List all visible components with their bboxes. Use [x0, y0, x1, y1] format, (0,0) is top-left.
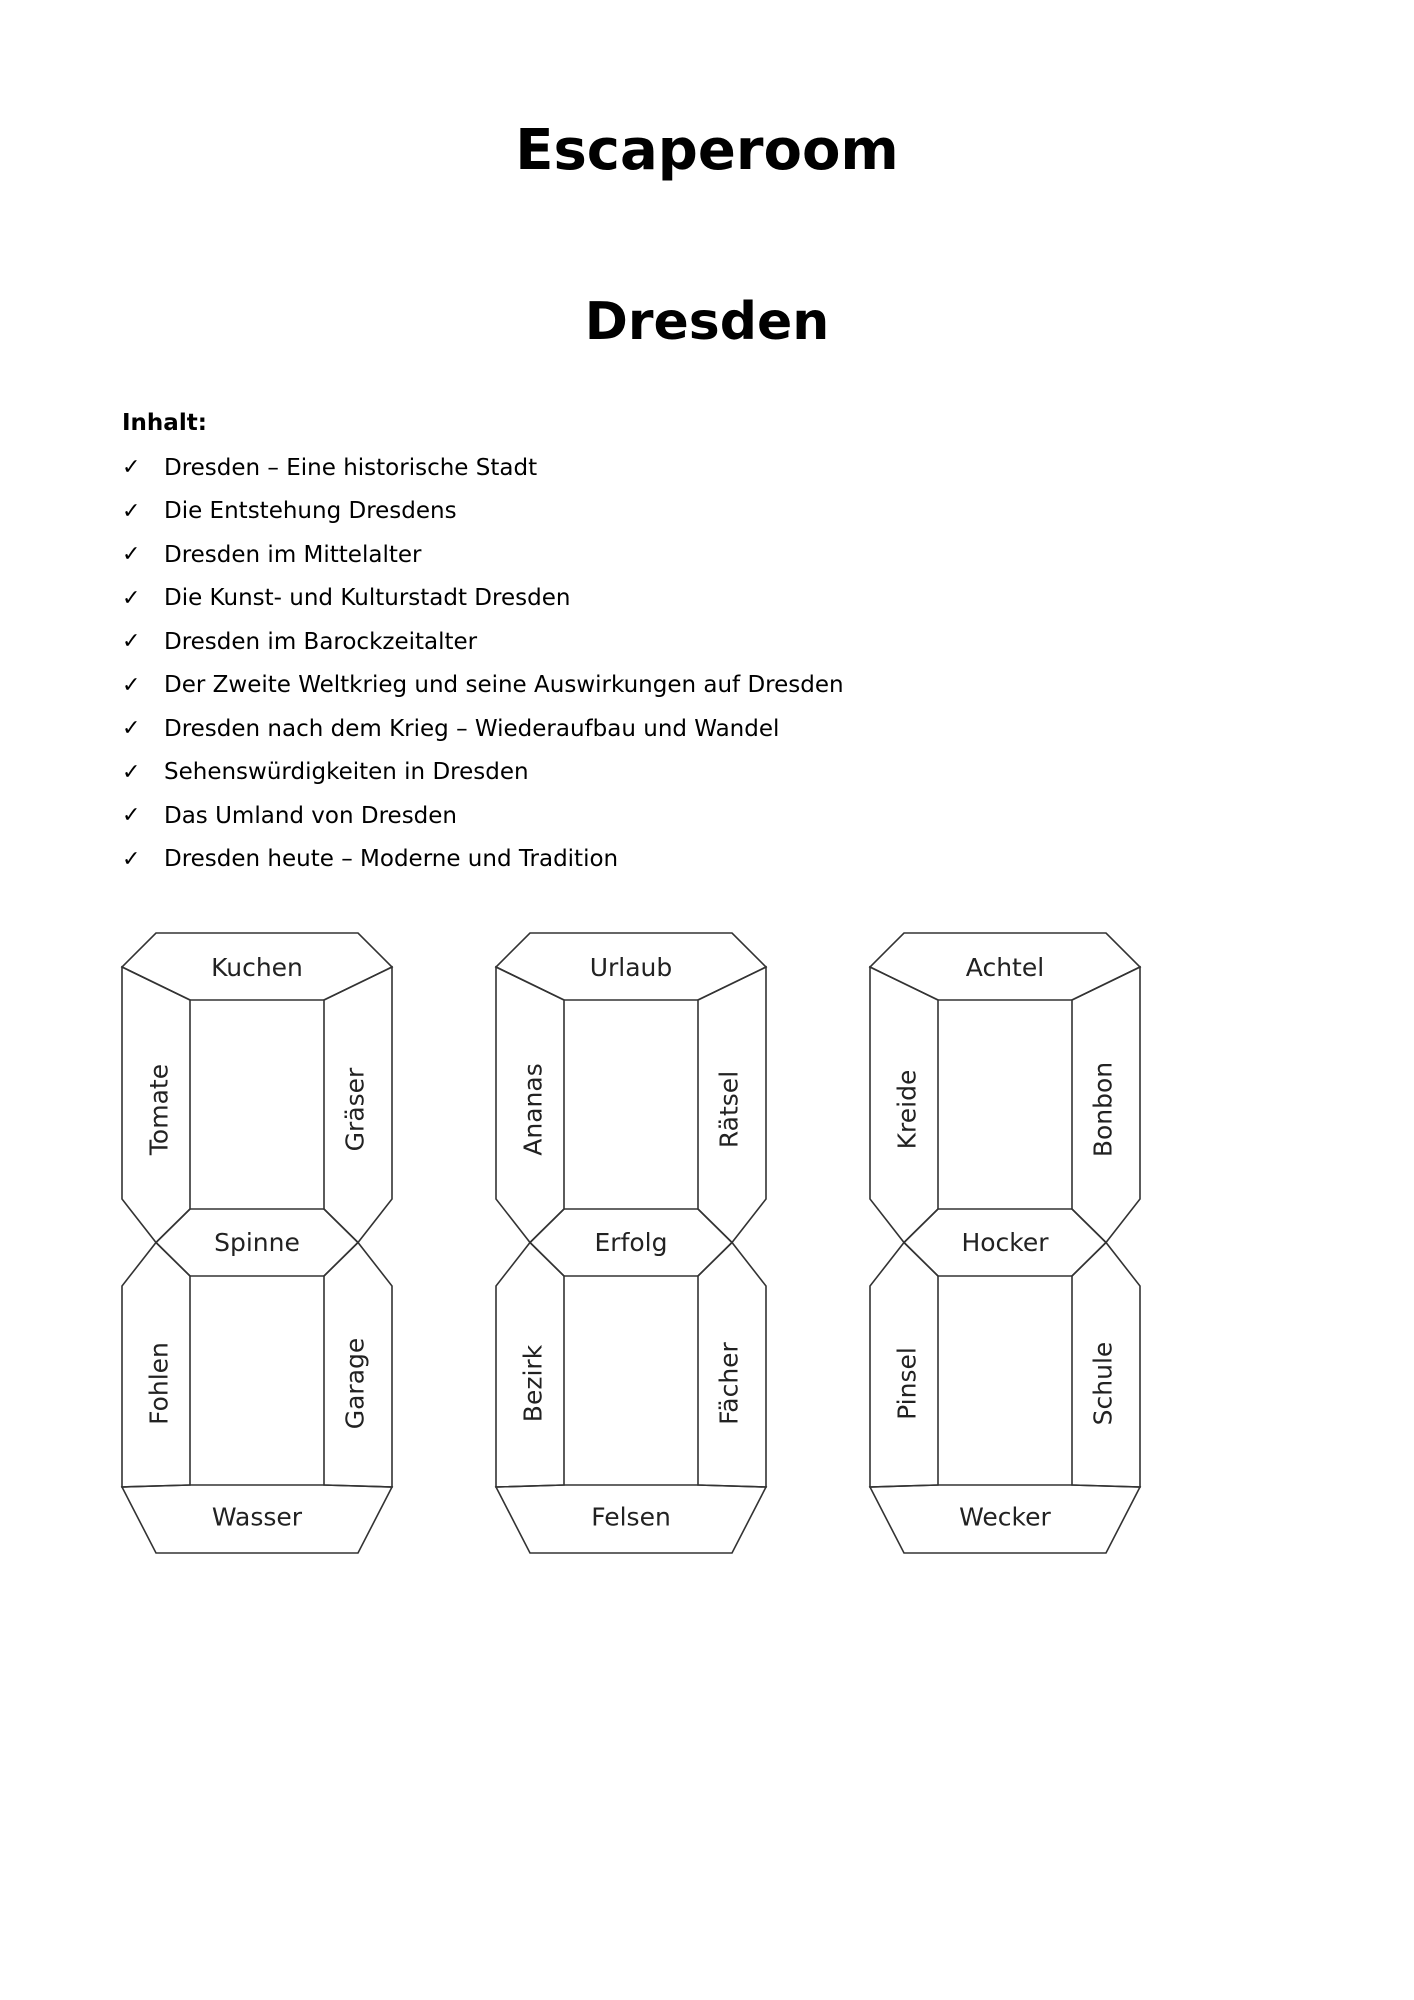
segment-label: Kuchen: [211, 953, 303, 982]
checkmark-icon: ✓: [122, 803, 141, 829]
checkmark-icon: ✓: [122, 672, 141, 698]
segment-label: Urlaub: [589, 953, 673, 982]
segment-label: Garage: [340, 1337, 370, 1430]
checkmark-icon: ✓: [122, 542, 141, 568]
segment-label: Schule: [1088, 1341, 1118, 1426]
contents-heading: Inhalt:: [122, 410, 207, 436]
contents-item-label: Sehenswürdigkeiten in Dresden: [164, 759, 529, 786]
segment-label: Ananas: [518, 1063, 548, 1156]
segment-label: Pinsel: [892, 1347, 922, 1420]
contents-item-label: Dresden im Barockzeitalter: [164, 628, 478, 655]
segment-label: Gräser: [340, 1067, 370, 1152]
segment-label: Achtel: [965, 953, 1045, 982]
contents-item-label: Der Zweite Weltkrieg und seine Auswirkungen auf Dresden: [164, 672, 844, 699]
page-subtitle: Dresden: [584, 292, 830, 352]
segment-label: Wecker: [959, 1502, 1051, 1532]
checkmark-icon: ✓: [122, 585, 141, 611]
segment-label: Fächer: [714, 1342, 744, 1425]
checkmark-icon: ✓: [122, 498, 141, 524]
contents-item-label: Die Entstehung Dresdens: [164, 498, 457, 525]
segment-label: Erfolg: [594, 1228, 668, 1257]
contents-item-label: Dresden nach dem Krieg – Wiederaufbau und Wandel: [164, 715, 780, 742]
segment-label: Hocker: [961, 1228, 1049, 1257]
contents-item-label: Dresden heute – Moderne und Tradition: [164, 846, 619, 873]
segment-label: Spinne: [214, 1228, 300, 1257]
contents-item-label: Die Kunst- und Kulturstadt Dresden: [164, 585, 571, 612]
segment-label: Felsen: [591, 1502, 671, 1532]
segment-label: Fohlen: [144, 1342, 174, 1425]
checkmark-icon: ✓: [122, 716, 141, 742]
segment-label: Kreide: [892, 1069, 922, 1150]
segment-label: Tomate: [144, 1063, 174, 1156]
checkmark-icon: ✓: [122, 846, 141, 872]
page-title: Escaperoom: [515, 118, 899, 183]
contents-item-label: Dresden im Mittelalter: [164, 541, 422, 568]
segment-label: Bonbon: [1088, 1061, 1118, 1158]
contents-item-label: Dresden – Eine historische Stadt: [164, 454, 538, 481]
contents-item-label: Das Umland von Dresden: [164, 802, 458, 829]
segment-label: Bezirk: [518, 1344, 548, 1423]
checkmark-icon: ✓: [122, 759, 141, 785]
checkmark-icon: ✓: [122, 629, 141, 655]
segment-label: Rätsel: [714, 1070, 744, 1149]
segment-label: Wasser: [211, 1502, 303, 1532]
checkmark-icon: ✓: [122, 455, 141, 481]
